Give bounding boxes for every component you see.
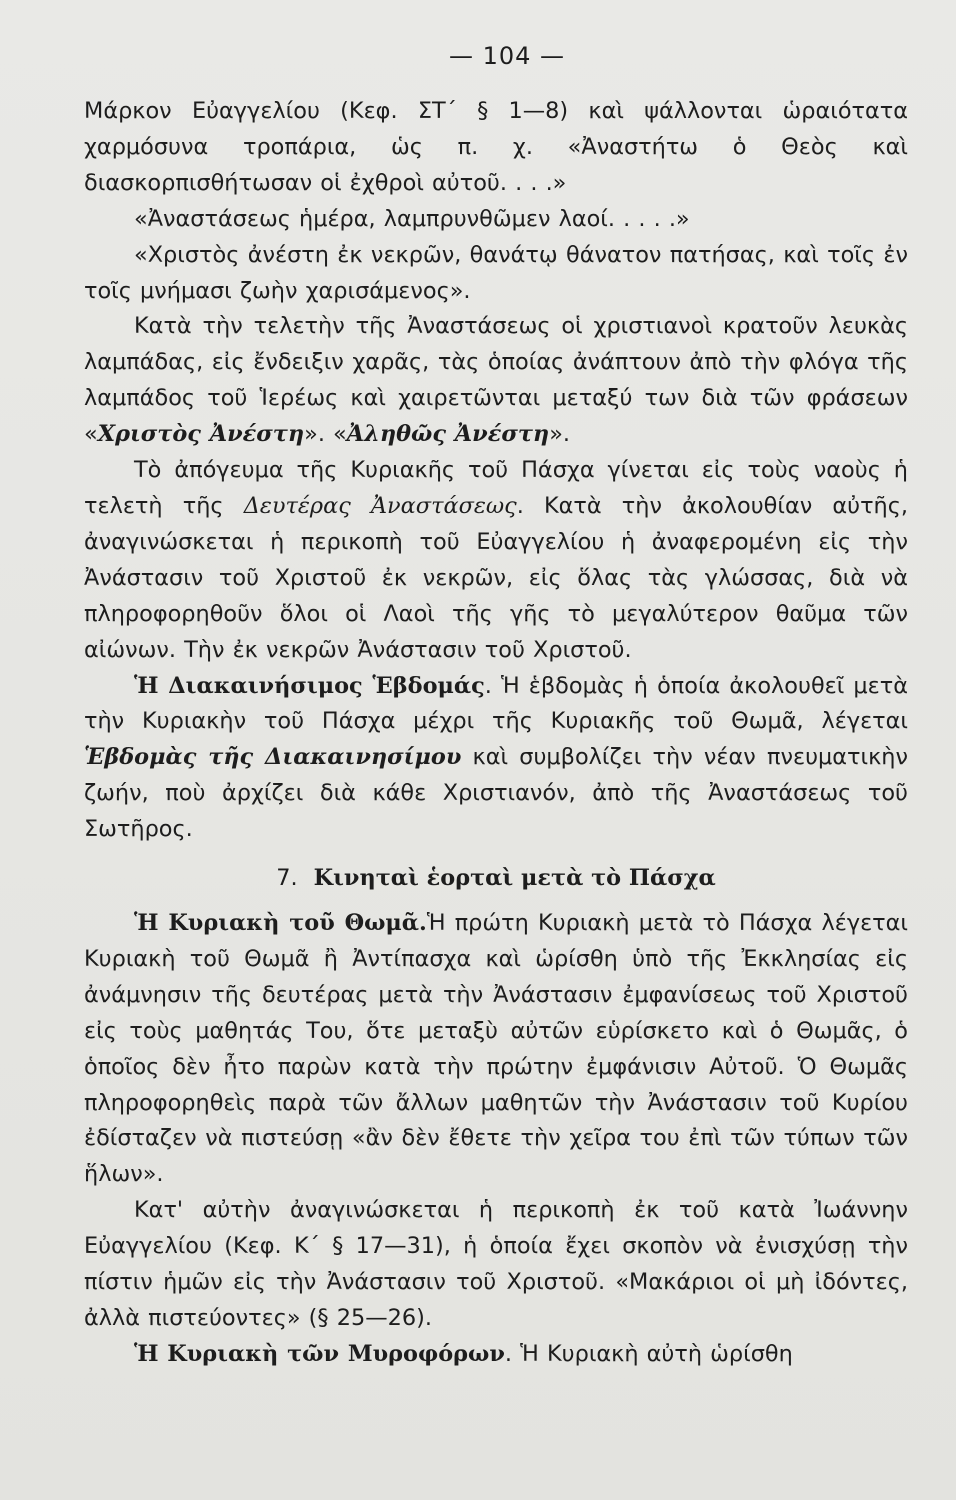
paragraph-bright-week xyxy=(84,669,908,849)
section-title: Κινηταὶ ἑορταὶ μετὰ τὸ Πάσχα xyxy=(313,865,716,892)
text-run: Τὸ ἀπόγευμα τῆς Κυριακῆς τοῦ Πάσχα γίνεται εἰς τοὺς ναοὺς ἡ τελετὴ τῆς xyxy=(84,457,908,519)
italic-phrase-deuteras-anastaseos: Δευτέρας Ἀναστάσεως xyxy=(243,492,517,519)
paragraph-myrrhbearers xyxy=(84,1337,908,1373)
paragraph-thomas-sunday xyxy=(84,906,908,1193)
text-run: ». xyxy=(549,421,571,448)
page-number: — 104 — xyxy=(448,42,566,70)
paragraph-second-resurrection xyxy=(84,453,908,668)
bold-term-diakainisimos: Ἡ Διακαινήσιμος Ἑβδομάς xyxy=(134,672,485,699)
text-run: ». « xyxy=(304,421,347,448)
text-run: . Ἡ Κυριακὴ αὐτὴ ὡρίσθη xyxy=(504,1340,793,1367)
bold-term-myrrhbearers: Ἡ Κυριακὴ τῶν Μυροφόρων xyxy=(134,1340,505,1367)
paragraph-hymn-anastaseos: «Ἀναστάσεως ἡμέρα, λαμπρυνθῶμεν λαοί. . . . .» xyxy=(134,205,690,232)
paragraph-gospel-john: Κατ' αὐτὴν ἀναγινώσκεται ἡ περικοπὴ ἐκ τοῦ κατὰ Ἰωάννην Εὐαγγελίου (Κεφ. Κ΄ § 17—31), ἡ ὁποία ἔχει σκοπὸν νὰ ἐνισχύσῃ τὴν πίστιν ἡμῶν εἰς τὴν Ἀνάστασιν τοῦ Χριστοῦ. «Μακάριοι οἱ μὴ ἰδόντες, ἀλλὰ πιστεύοντες» (§ 25—26). xyxy=(84,1197,908,1331)
italic-phrase-christos-anesti: Χριστὸς Ἀνέστη xyxy=(97,421,305,448)
bold-term-thomas-sunday: Ἡ Κυριακὴ τοῦ Θωμᾶ. xyxy=(134,910,427,937)
section-heading xyxy=(84,860,908,896)
text-run: καὶ συμβολίζει τὴν νέαν πνευματικὴν ζωήν, ποὺ ἀρχίζει διὰ κάθε Χριστιανόν, ἀπὸ τῆς Ἀναστάσεως τοῦ Σωτῆρος. xyxy=(84,744,908,843)
text-run: . Ἡ ἑβδομὰς ἡ ὁποία ἀκολουθεῖ μετὰ τὴν Κυριακὴν τοῦ Πάσχα μέχρι τῆς Κυριακῆς τοῦ Θωμᾶ, λέγεται xyxy=(84,672,909,735)
text-run: Ἡ πρώτη Κυριακὴ μετὰ τὸ Πάσχα λέγεται Κυριακὴ τοῦ Θωμᾶ ἢ Ἀντίπασχα καὶ ὡρίσθη ὑπὸ τῆς Ἐκκλησίας εἰς ἀνάμνησιν τῆς δευτέρας μετὰ τὴν Ἀνάστασιν ἐμφανίσεως τοῦ Χριστοῦ εἰς τοὺς μαθητάς Του, ὅτε μεταξὺ αὐτῶν εὑρίσκετο καὶ ὁ Θωμᾶς, ὁ ὁποῖος δὲν ἦτο παρὼν κατὰ τὴν πρώτην ἐμφάνισιν Αὐτοῦ. Ὁ Θωμᾶς πληροφορηθεὶς παρὰ τῶν ἄλλων μαθητῶν τὴν Ἀνάστασιν τοῦ Κυρίου ἐδίσταζεν νὰ πιστεύσῃ «ἂν δὲν ἔθετε τὴν χεῖρα του ἐπὶ τῶν τύπων τῶν ἥλων». xyxy=(84,910,908,1188)
italic-phrase-alithos-anesti: Ἀληθῶς Ἀνέστη xyxy=(346,421,550,448)
text-run: . Κατὰ τὴν ἀκολουθίαν αὐτῆς, ἀναγινώσκεται ἡ περικοπὴ τοῦ Εὐαγγελίου ἡ ἀναφερομένη εἰς τὴν Ἀνάστασιν τοῦ Χριστοῦ ἐκ νεκρῶν, εἰς ὅλας τὰς γλώσσας, διὰ νὰ πληροφορηθοῦν ὅλοι οἱ Λαοὶ τῆς γῆς τὸ μεγαλύτερον θαῦμα τῶν αἰώνων. Τὴν ἐκ νεκρῶν Ἀνάστασιν τοῦ Χριστοῦ. xyxy=(84,492,908,663)
text-run: Κατὰ τὴν τελετὴν τῆς Ἀναστάσεως οἱ χριστιανοὶ κρατοῦν λευκὰς λαμπάδας, εἰς ἔνδειξιν χαρᾶς, τὰς ὁποίας ἀνάπτουν ἀπὸ τὴν φλόγα τῆς λαμπάδος τοῦ Ἱερέως καὶ χαιρετῶνται μεταξύ των διὰ τῶν φράσεων « xyxy=(84,313,908,448)
paragraph-gospel-mark: Μάρκον Εὐαγγελίου (Κεφ. ΣΤ΄ § 1—8) καὶ ψάλλονται ὡραιότατα χαρμόσυνα τροπάρια, ὡς π. χ. «Ἀναστήτω ὁ Θεὸς καὶ διασκορπισθήτωσαν οἱ ἐχθροὶ αὐτοῦ. . . .» xyxy=(84,98,908,196)
section-number: 7. xyxy=(276,865,298,892)
italic-phrase-evdomas: Ἑβδομὰς τῆς Διακαινησίμου xyxy=(84,744,462,771)
paragraph-hymn-christos-anesti: «Χριστὸς ἀνέστη ἐκ νεκρῶν, θανάτῳ θάνατον πατήσας, καὶ τοῖς ἐν τοῖς μνήμασι ζωὴν χαρισάμενος». xyxy=(84,241,908,304)
paragraph-resurrection-candles xyxy=(84,309,908,453)
